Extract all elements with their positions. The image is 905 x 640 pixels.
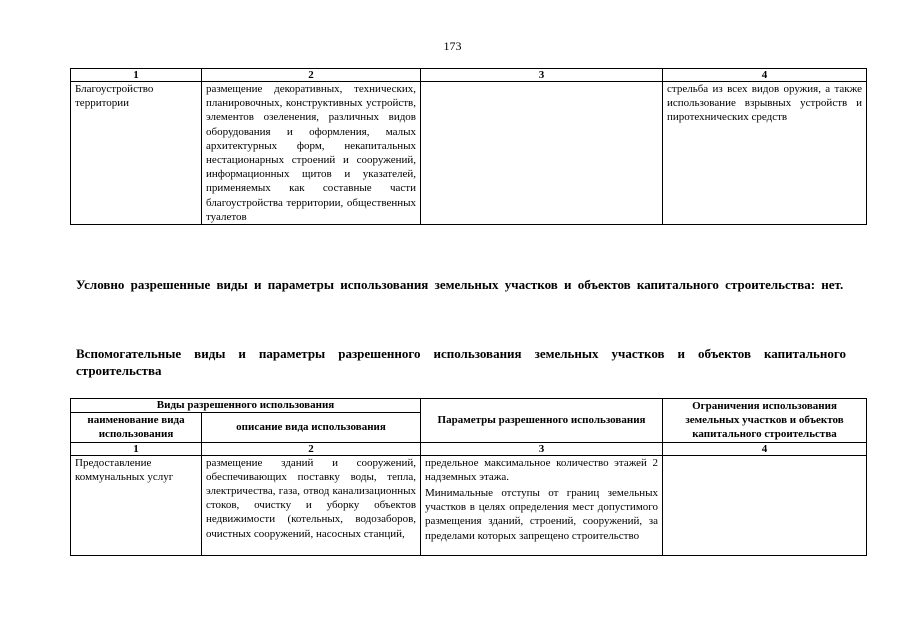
use-type-description-text: размещение зданий и сооружений, обеспечивающих поставку воды, тепла, электричества, газа, отвод канализационных стоков, очистку и уборку объектов недвижимости (котельных, водозаборов, очистных сооружений, насосных станций, — [206, 456, 417, 540]
header-use-name: наименование вида использования — [71, 413, 202, 443]
use-parameters — [421, 455, 663, 555]
use-type-description: размещение декоративных, технических, планировочных, конструктивных устройств, элементов озеленения, различных видов оборудования и оформления, малых архитектурных форм, некапитальных нестационарных строений и сооружений, информационных щитов и указателей, применяемых как составные части благоустройства территории, общественных туалетов — [202, 82, 421, 225]
column-number-row — [71, 69, 867, 82]
use-type-description — [202, 455, 421, 555]
column-number: 4 — [663, 442, 867, 455]
header-use-types-group: Виды разрешенного использования — [71, 399, 421, 413]
use-restrictions: стрельба из всех видов оружия, а также использование взрывных устройств и пиротехнических средств — [663, 82, 867, 225]
header-row-1 — [71, 399, 867, 413]
table-row — [71, 82, 867, 225]
column-number: 1 — [71, 442, 202, 455]
use-parameters-text — [425, 456, 658, 555]
header-restrictions: Ограничения использования земельных участков и объектов капитального строительства — [663, 399, 867, 443]
table-row — [71, 455, 867, 555]
conditional-uses-heading: Условно разрешенные виды и параметры использования земельных участков и объектов капитального строительства: нет. — [76, 277, 844, 292]
column-number: 3 — [421, 69, 663, 82]
use-type-name — [71, 455, 202, 555]
header-parameters: Параметры разрешенного использования — [421, 399, 663, 443]
use-type-name: Благоустройство территории — [71, 82, 202, 225]
header-use-description: описание вида использования — [202, 413, 421, 443]
use-parameters — [421, 82, 663, 225]
column-number-row — [71, 442, 867, 455]
use-restrictions — [663, 455, 867, 555]
land-use-table-main — [70, 68, 867, 225]
column-number: 3 — [421, 442, 663, 455]
use-type-name-text: Предоставление коммунальных услуг — [75, 456, 174, 483]
max-floors-parameter: предельное максимальное количество этажей 2 надземных этажа. — [425, 456, 659, 483]
min-setback-parameter: Минимальные отступы от границ земельных участков в целях определения мест допустимого размещения зданий, строений, сооружений, за пределами которых запрещено строительство — [425, 487, 659, 542]
column-number: 4 — [663, 69, 867, 82]
page-number: 173 — [443, 39, 462, 53]
column-number: 2 — [202, 442, 421, 455]
column-number: 2 — [202, 69, 421, 82]
column-number: 1 — [71, 69, 202, 82]
auxiliary-uses-heading: Вспомогательные виды и параметры разрешенного использования земельных участков и объектов капитального строительства — [76, 346, 846, 378]
land-use-table-auxiliary — [70, 398, 867, 556]
